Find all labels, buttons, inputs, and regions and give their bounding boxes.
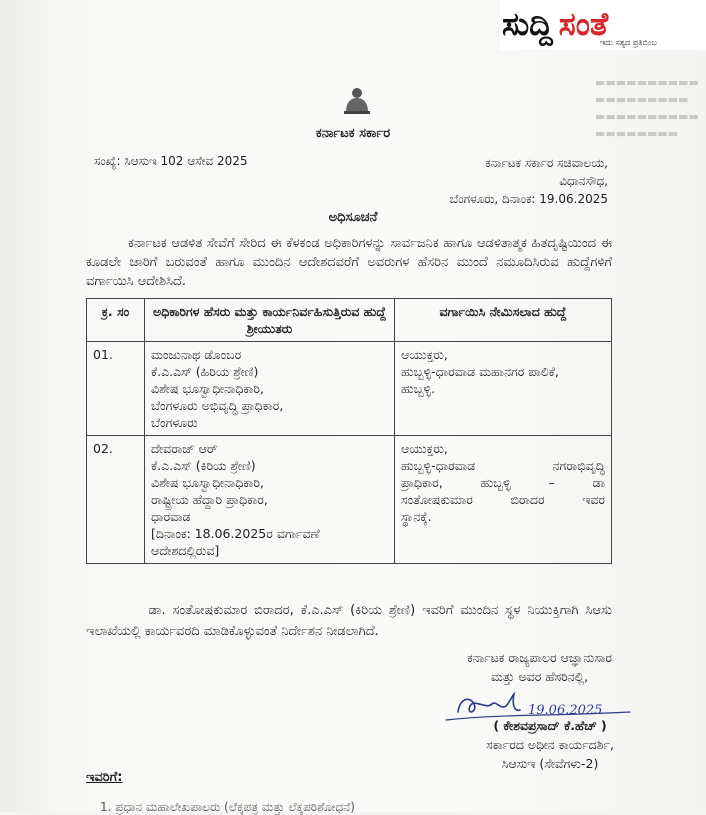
officer-line: ವಿಶೇಷ ಭೂಸ್ವಾಧೀನಾಧಿಕಾರಿ, bbox=[151, 475, 265, 490]
officer-line: ಮಂಜುನಾಥ ಡೊಂಬರ bbox=[151, 347, 242, 362]
table-row bbox=[87, 342, 612, 436]
row-officer bbox=[145, 342, 395, 436]
reference-number: ಸಂಖ್ಯೆ: ಸಿಆಸುಇ 102 ಆಸೇವ 2025 bbox=[94, 154, 248, 168]
posting-line: ಸ್ಥಾನಕ್ಕೆ. bbox=[401, 509, 432, 524]
order-line-1: ಕರ್ನಾಟಕ ರಾಜ್ಯಪಾಲರ ಆಜ್ಞಾನುಸಾರ bbox=[467, 650, 612, 665]
posting-line: ಪ್ರಾಧಿಕಾರ, ಹುಬ್ಬಳ್ಳಿ – ಡಾ bbox=[401, 475, 605, 490]
notification-body bbox=[86, 234, 612, 291]
posting-line: ಸಂತೋಷಕುಮಾರ ಬಿರಾದರ ಇವರ bbox=[401, 492, 605, 507]
posting-line: ಹುಬ್ಬಳ್ಳಿ-ಧಾರವಾಡ ನಗರಾಭಿವೃದ್ಧಿ bbox=[401, 458, 605, 473]
place-date-line: ಬೆಂಗಳೂರು, ದಿನಾಂಕ: 19.06.2025 bbox=[449, 192, 608, 206]
government-title: ಕರ್ನಾಟಕ ಸರ್ಕಾರ bbox=[315, 126, 391, 141]
table-header-row bbox=[87, 299, 612, 342]
signatory-block bbox=[486, 716, 614, 773]
direction-text: ಡಾ. ಸಂತೋಷಕುಮಾರ ಬಿರಾದರ, ಕೆ.ಎ.ಎಸ್ (ಕಿರಿಯ ಶ್ರೇಣಿ) ಇವರಿಗೆ ಮುಂದಿನ ಸ್ಥಳ ನಿಯುಕ್ತಿಗಾಗಿ ಸಿಆಸು ಇಲಾಖೆಯಲ್ಲಿ ಕಾರ್ಯವರದಿ ಮಾಡಿಕೊಳ್ಳುವಂತೆ ನಿರ್ದೇಶನ ನೀಡಲಾಗಿದೆ. bbox=[86, 603, 612, 639]
posting-line: ಹುಬ್ಬಳ್ಳಿ-ಧಾರವಾಡ ಮಹಾನಗರ ಪಾಲಿಕೆ, bbox=[401, 364, 559, 379]
signature-date: 19.06.2025 bbox=[528, 703, 603, 718]
row-posting bbox=[395, 342, 612, 436]
signatory-name: ( ಕೇಶವಪ್ರಸಾದ್ ಕೆ.ಹೆಚ್ ) bbox=[493, 718, 607, 733]
posting-line: ಆಯುಕ್ತರು, bbox=[401, 347, 448, 362]
officer-line: ಆದೇಶದಲ್ಲಿರುವ] bbox=[151, 543, 220, 558]
state-emblem-icon bbox=[340, 82, 374, 116]
header-officer-sub: ಶ್ರೀಯುತರು bbox=[246, 321, 293, 336]
building-line: ವಿಧಾನಸೌಧ, bbox=[559, 174, 608, 188]
officer-line: ವಿಶೇಷ ಭೂಸ್ವಾಧೀನಾಧಿಕಾರಿ, bbox=[151, 381, 265, 396]
show-through-text: ▬▬▬▬▬▬▬▬▬▬ ▬▬▬▬▬▬▬▬▬ ▬▬▬▬▬▬▬▬▬▬ ▬▬▬▬▬▬▬▬ bbox=[595, 76, 699, 140]
row-sl: 02. bbox=[87, 436, 145, 564]
officer-line: ಕೆ.ಎ.ಎಸ್ (ಹಿರಿಯ ಶ್ರೇಣಿ) bbox=[151, 364, 259, 379]
secretariat-address bbox=[450, 154, 608, 208]
notification-title: ಅಧಿಸೂಚನೆ bbox=[328, 210, 378, 225]
secretariat-line: ಕರ್ನಾಟಕ ಸರ್ಕಾರ ಸಚಿವಾಲಯ, bbox=[485, 156, 608, 170]
officer-line: ರಾಷ್ಟ್ರೀಯ ಹೆದ್ದಾರಿ ಪ್ರಾಧಿಕಾರ, bbox=[151, 492, 268, 507]
masthead-tagline: ಇದು ಸತ್ಯದ ಪ್ರತಿಬಿಂಬ bbox=[600, 38, 657, 47]
order-line-2: ಮತ್ತು ಅವರ ಹೆಸರಿನಲ್ಲಿ, bbox=[490, 669, 589, 684]
brand-word-2: ಸಂತೆ bbox=[558, 5, 609, 43]
header-sl-no: ಕ್ರ. ಸಂ bbox=[87, 299, 145, 342]
governor-order bbox=[467, 648, 612, 686]
table-row bbox=[87, 436, 612, 564]
officer-line: ಬೆಂಗಳೂರು ಅಭಿವೃದ್ಧಿ ಪ್ರಾಧಿಕಾರ, bbox=[151, 398, 284, 413]
signatory-designation: ಸರ್ಕಾರದ ಅಧೀನ ಕಾರ್ಯದರ್ಶಿ, bbox=[486, 737, 614, 752]
header-officer bbox=[145, 299, 395, 342]
officer-line: ಕೆ.ಎ.ಎಸ್ (ಕಿರಿಯ ಶ್ರೇಣಿ) bbox=[151, 458, 256, 473]
row-posting bbox=[395, 436, 612, 564]
signatory-department: ಸಿಆಸುಇ (ಸೇವೆಗಳು-2) bbox=[501, 756, 599, 771]
row-sl: 01. bbox=[87, 342, 145, 436]
transfer-table bbox=[86, 298, 612, 564]
officer-line: ಬೆಂಗಳೂರು bbox=[151, 415, 198, 430]
recipient-line: 1. ಪ್ರಧಾನ ಮಹಾಲೇಖಪಾಲರು (ಲೆಕ್ಕಪತ್ರ ಮತ್ತು ಲೆಕ್ಕಪರಿಶೋಧನೆ) bbox=[100, 800, 355, 814]
officer-line: ದೇವರಾಜ್ ಆರ್ bbox=[151, 441, 218, 456]
row-officer bbox=[145, 436, 395, 564]
posting-line: ಆಯುಕ್ತರು, bbox=[401, 441, 448, 456]
header-posting: ವರ್ಗಾಯಿಸಿ ನೇಮಿಸಲಾದ ಹುದ್ದೆ bbox=[395, 299, 612, 342]
header-officer-text: ಅಧಿಕಾರಿಗಳ ಹೆಸರು ಮತ್ತು ಕಾರ್ಯನಿರ್ವಹಿಸುತ್ತಿರುವ ಹುದ್ದೆ bbox=[152, 304, 387, 319]
direction-paragraph bbox=[86, 600, 612, 642]
masthead-logo bbox=[502, 6, 608, 42]
recipients-label: ಇವರಿಗೆ: bbox=[86, 770, 123, 785]
officer-line: [ದಿನಾಂಕ: 18.06.2025ರ ವರ್ಗಾವಣೆ bbox=[151, 526, 320, 541]
officer-line: ಧಾರವಾಡ bbox=[151, 509, 191, 524]
notification-text: ಕರ್ನಾಟಕ ಆಡಳಿತ ಸೇವೆಗೆ ಸೇರಿದ ಈ ಕೆಳಕಂಡ ಅಧಿಕಾರಿಗಳನ್ನು ಸಾರ್ವಜನಿಕ ಹಾಗೂ ಆಡಳಿತಾತ್ಮಕ ಹಿತದೃಷ್ಟಿಯಿಂದ ಈ ಕೂಡಲೇ ಜಾರಿಗೆ ಬರುವಂತೆ ಹಾಗೂ ಮುಂದಿನ ಆದೇಶದವರೆಗೆ ಅವರುಗಳ ಹೆಸರಿನ ಮುಂದೆ ನಮೂದಿಸಿರುವ ಹುದ್ದೆಗಳಿಗೆ ವರ್ಗಾಯಿಸಿ ಆದೇಶಿಸಿದೆ. bbox=[86, 236, 612, 289]
brand-word-1: ಸುದ್ದಿ bbox=[502, 5, 553, 43]
posting-line: ಹುಬ್ಬಳ್ಳಿ. bbox=[401, 381, 436, 396]
